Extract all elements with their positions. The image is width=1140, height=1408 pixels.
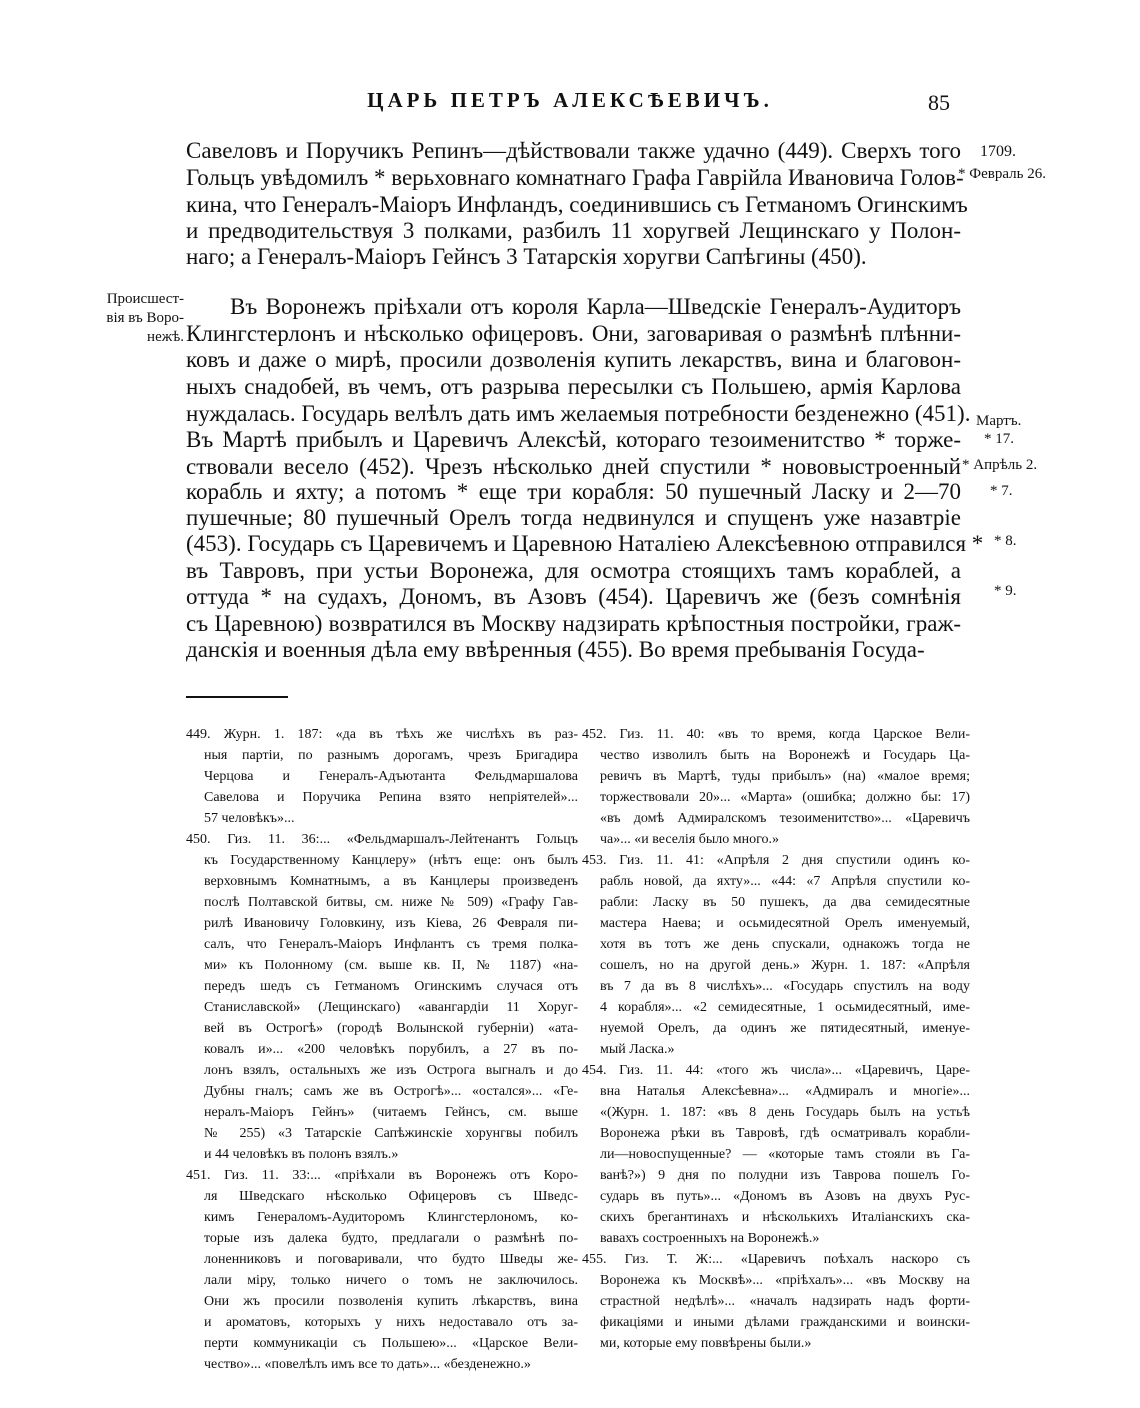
footnote-line: къ Государственному Канцлеру» (нѣтъ еще: онъ былъ bbox=[204, 853, 578, 868]
text-line: (453). Государь съ Царевичемъ и Царевною Наталіею Алексѣевною отправился * bbox=[186, 531, 984, 556]
margin-date: * 8. bbox=[994, 533, 1017, 549]
margin-note-line: Происшест- bbox=[106, 291, 184, 307]
footnote-line: торжествовали 20»... «Марта» (ошибка; должно бы: 17) bbox=[600, 790, 970, 805]
text-line: въ Тавровъ, при устьи Воронежа, для осмотра стоящихъ тамъ кораблей, а bbox=[186, 558, 961, 583]
text-line: ствовали весело (452). Чрезъ нѣсколько дней спустили * нововыстроенный bbox=[186, 454, 961, 479]
footnote-line: нуемой Орелъ, да одинъ же пятидесятный, именуе- bbox=[600, 1021, 970, 1036]
text-line: съ Царевною) возвратился въ Москву надзирать крѣпостныя постройки, граж- bbox=[186, 611, 961, 636]
footnote-line: торые изъ далека будто, предлагали о размѣнѣ по- bbox=[204, 1231, 578, 1246]
footnote-line: ковалъ и»... «200 человѣкъ порубилъ, а 27 въ по- bbox=[204, 1042, 578, 1057]
text-line: Въ Мартѣ прибылъ и Царевичъ Алексѣй, котораго тезоименитство * торже- bbox=[186, 427, 961, 452]
footnote-line: ми, которые ему поввѣрены были.» bbox=[600, 1336, 812, 1351]
text-line: Въ Воронежъ пріѣхали отъ короля Карла—Шведскіе Генералъ-Аудиторъ bbox=[230, 294, 961, 319]
footnote-line: Черцова и Генералъ-Адъютанта Фельдмаршалова bbox=[204, 769, 578, 784]
footnote-line: скихъ брегантинахъ и нѣсколькихъ Италіанскихъ ска- bbox=[600, 1210, 970, 1225]
margin-date: * 7. bbox=[990, 483, 1013, 499]
footnote-line: вей въ Острогѣ» (городѣ Волынской губерніи) «ата- bbox=[204, 1021, 578, 1036]
margin-date: * Апрѣль 2. bbox=[962, 457, 1038, 473]
footnote-line: 452. Гиз. 11. 40: «въ то время, когда Царское Вели- bbox=[582, 727, 970, 742]
footnote-line: 449. Журн. 1. 187: «да въ тѣхъ же числѣхъ въ раз- bbox=[186, 727, 578, 742]
footnote-line: хотя въ тотъ же день спускали, однакожъ тогда не bbox=[600, 937, 970, 952]
margin-date: * Февраль 26. bbox=[958, 166, 1046, 182]
footnote-line: ми» къ Полонному (см. выше кв. II, № 1187) «на- bbox=[204, 958, 578, 973]
footnote-line: чество»... «повелѣлъ имъ все то дать»... «безденежно.» bbox=[204, 1357, 531, 1372]
text-line: ныхъ снадобей, въ чемъ, отъ разрыва пересылки съ Польшею, армія Карлова bbox=[186, 374, 961, 399]
footnotes-column-left bbox=[186, 724, 578, 1372]
footnote-line: Станиславской» (Лещинскаго) «авангардіи 11 Хоруг- bbox=[204, 1000, 578, 1015]
margin-year: 1709. bbox=[980, 143, 1016, 160]
footnote-line: и 44 человѣкъ въ полонъ взялъ.» bbox=[204, 1147, 399, 1162]
text-line: корабль и яхту; а потомъ * еще три корабля: 50 пушечный Ласку и 2—70 bbox=[186, 479, 961, 504]
text-line: оттуда * на судахъ, Дономъ, въ Азовъ (454). Царевичъ же (безъ сомнѣнія bbox=[186, 584, 961, 609]
footnote-line: 4 корабля»... «2 семидесятные, 1 осьмидесятный, име- bbox=[600, 1000, 970, 1015]
text-line: ковъ и даже о мирѣ, просили дозволенія купить лекарствъ, вина и благовон- bbox=[186, 347, 961, 372]
footnote-line: «въ домѣ Адмиралскомъ тезоименитство»... «Царевичъ bbox=[600, 811, 970, 826]
footnote-line: ли—новоспущенные? — «которые тамъ стояли въ Га- bbox=[600, 1147, 970, 1162]
footnote-line: 451. Гиз. 11. 33:... «пріѣхали въ Воронежъ отъ Коро- bbox=[186, 1168, 578, 1183]
margin-date: * 9. bbox=[994, 583, 1017, 599]
footnote-line: страстной недѣлѣ»... «началъ надзирать надъ форти- bbox=[600, 1294, 970, 1309]
footnote-line: ванѣ?») 9 дня по полудни изъ Таврова пошелъ Го- bbox=[600, 1168, 970, 1183]
footnote-line: ля Шведскаго нѣсколько Офицеровъ съ Шведс- bbox=[204, 1189, 578, 1204]
footnote-line: передъ шедъ съ Гетманомъ Огинскимъ случася отъ bbox=[204, 979, 578, 994]
footnote-line: вна Наталья Алексѣевна»... «Адмиралъ и многіе»... bbox=[600, 1084, 970, 1099]
text-line: пушечные; 80 пушечный Орелъ тогда недвинулся и спущенъ уже назавтріе bbox=[186, 505, 961, 530]
footnote-line: 453. Гиз. 11. 41: «Апрѣля 2 дня спустили одинъ ко- bbox=[582, 853, 970, 868]
footnote-line: лоненниковъ и поговаривали, что будто Шведы же- bbox=[204, 1252, 578, 1267]
text-line: данскія и военныя дѣла ему ввѣренныя (455). Во время пребыванія Госуда- bbox=[186, 637, 925, 662]
footnote-line: рилѣ Ивановичу Головкину, изъ Кіева, 26 Февраля пи- bbox=[204, 916, 578, 931]
text-line: и предводительствуя 3 полками, разбилъ 11 хоругвей Лещинскаго у Полон- bbox=[186, 218, 961, 243]
margin-note-line: вія въ Воро- bbox=[106, 310, 184, 326]
footnote-line: Савелова и Поручика Репина взято непріятелей»... bbox=[204, 790, 578, 805]
margin-month: Мартъ. bbox=[976, 413, 1022, 429]
footnote-line: Дубны гналъ; самъ же въ Острогѣ»... «остался»... «Ге- bbox=[204, 1084, 578, 1099]
footnote-line: «(Журн. 1. 187: «въ 8 день Государь былъ на устьѣ bbox=[600, 1105, 970, 1120]
footnote-rule bbox=[186, 696, 288, 698]
text-line: нуждалась. Государь велѣлъ дать имъ желаемыя потребности безденежно (451). bbox=[186, 401, 971, 426]
footnote-line: перти коммуникаціи съ Польшею»... «Царское Вели- bbox=[204, 1336, 578, 1351]
margin-note-left bbox=[84, 290, 184, 347]
footnote-line: Они жъ просили позволенія купить лѣкарствъ, вина bbox=[204, 1294, 578, 1309]
footnote-line: 450. Гиз. 11. 36:... «Фельдмаршалъ-Лейтенантъ Гольцъ bbox=[186, 832, 578, 847]
footnote-line: сударь въ путь»... «Дономъ въ Азовъ на двухъ Рус- bbox=[600, 1189, 970, 1204]
text-line: Савеловъ и Поручикъ Репинъ—дѣйствовали также удачно (449). Сверхъ того bbox=[186, 138, 961, 163]
margin-date: * 17. bbox=[984, 431, 1014, 447]
text-line: Клингстерлонъ и нѣсколько офицеровъ. Они, заговаривая о размѣнѣ плѣнни- bbox=[186, 321, 961, 346]
footnote-line: верховнымъ Комнатнымъ, а въ Канцлеры произведенъ bbox=[204, 874, 578, 889]
text-line: наго; а Генералъ-Маіоръ Гейнсъ 3 Татарскія хоругви Сапѣгины (450). bbox=[186, 244, 867, 269]
footnote-line: кимъ Генераломъ-Аудиторомъ Клингстерлономъ, ко- bbox=[204, 1210, 578, 1225]
footnote-line: 455. Гиз. Т. Ж:... «Царевичъ поѣхалъ наскоро съ bbox=[582, 1252, 970, 1267]
footnote-line: ныя партіи, по разнымъ дорогамъ, чрезъ Бригадира bbox=[204, 748, 578, 763]
footnote-line: послѣ Полтавской битвы, см. ниже № 509) «Графу Гав- bbox=[204, 895, 578, 910]
footnote-line: фикаціями и иными дѣлами гражданскими и воински- bbox=[600, 1315, 970, 1330]
footnote-line: лонъ взялъ, остальныхъ же изъ Острога выгналъ и до bbox=[204, 1063, 578, 1078]
footnote-line: Воронежа рѣки въ Тавровѣ, гдѣ осматривалъ корабли- bbox=[600, 1126, 970, 1141]
running-head: ЦАРЬ ПЕТРЪ АЛЕКСѢЕВИЧЪ. bbox=[367, 88, 773, 112]
text-line: Гольцъ увѣдомилъ * верьховнаго комнатнаго Графа Гаврійла Ивановича Голов- bbox=[186, 165, 964, 190]
margin-note-line: нежѣ. bbox=[147, 329, 184, 345]
footnote-line: рабль новой, да яхту»... «44: «7 Апрѣля спустили ко- bbox=[600, 874, 970, 889]
footnote-line: салъ, что Генералъ-Маіоръ Инфлантъ съ тремя полка- bbox=[204, 937, 578, 952]
footnote-line: № 255) «3 Татарскіе Сапѣжинскіе хорунгвы побилъ bbox=[204, 1126, 578, 1141]
footnote-line: ча»... «и веселія было много.» bbox=[600, 832, 780, 847]
footnote-line: и ароматовъ, которыхъ у нихъ недоставало отъ за- bbox=[204, 1315, 578, 1330]
text-line: кина, что Генералъ-Маіоръ Инфландъ, соединившись съ Гетманомъ Огинскимъ bbox=[186, 192, 968, 217]
footnote-line: чество изволилъ быть на Воронежѣ и Государь Ца- bbox=[600, 748, 970, 763]
footnote-line: Воронежа къ Москвѣ»... «пріѣхалъ»... «въ Москву на bbox=[600, 1273, 970, 1288]
footnote-line: мастера Наева; и осьмидесятной Орелъ именуемый, bbox=[600, 916, 970, 931]
footnote-line: сошелъ, но на другой день.» Журн. 1. 187: «Апрѣля bbox=[600, 958, 970, 973]
footnote-line: вавахъ сострoенныхъ на Воронежѣ.» bbox=[600, 1231, 820, 1246]
footnote-line: нералъ-Маіоръ Гейнъ» (читаемъ Гейнсъ, см. выше bbox=[204, 1105, 578, 1120]
footnote-line: въ 7 да въ 8 числѣхъ»... «Государь спустилъ на воду bbox=[600, 979, 970, 994]
footnotes-column-right bbox=[582, 724, 970, 1351]
page-number: 85 bbox=[928, 90, 950, 115]
footnote-line: 57 человѣкъ»... bbox=[204, 811, 295, 826]
footnote-line: лали міру, только ничего о томъ не заключилось. bbox=[204, 1273, 578, 1288]
footnote-line: 454. Гиз. 11. 44: «того жъ числа»... «Царевичъ, Царе- bbox=[582, 1063, 970, 1078]
footnote-line: мый Ласка.» bbox=[600, 1042, 675, 1057]
footnote-line: ревичъ въ Мартѣ, туды прибылъ» (на) «малое время; bbox=[600, 769, 970, 784]
footnote-line: рабли: Ласку въ 50 пушекъ, да два семидесятные bbox=[600, 895, 970, 910]
